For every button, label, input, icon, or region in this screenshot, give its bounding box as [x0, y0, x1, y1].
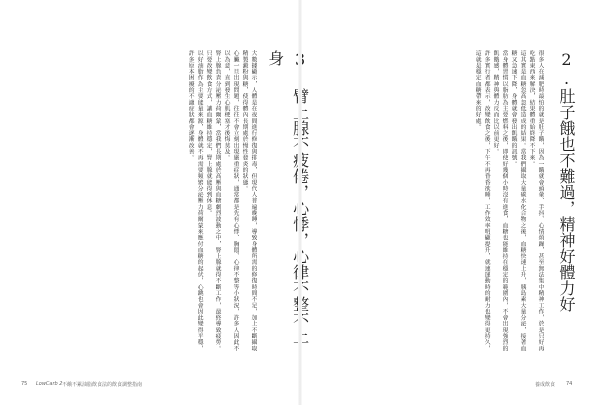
right-footer-text: 養成飲食: [535, 382, 556, 388]
left-body-text: [27, 50, 257, 355]
left-footer-brand: LowCarb 2: [36, 381, 63, 387]
book-gutter: [298, 0, 302, 405]
left-paragraph: 心臟一旦出現問題，往往不會立刻出現嚴重症狀，通常都是先有心悸、胸悶、心律不整等小狀況，許多人因此不以為意，直到發生心肌梗塞才後悔莫及。: [223, 50, 239, 352]
left-paragraph: 以好油脂作為主要能量來源，身體就不再需要頻繁分泌壓力荷爾蒙來應付血糖的起伏，心跳也會因此變得平穩，許多原本困擾的不適症狀都會逐漸改善。: [187, 50, 203, 352]
left-paragraph: 大數據顯示，人體是在夜間進行修復與排毒，但現代人普遍晚睡，導致身體所需的修復時間不足，加上不斷攝取精製澱粉與糖，使得體內長期處於慢性發炎的狀態。: [241, 50, 256, 352]
right-paragraph: 這其實是血糖忽高忽低造成的結果。當我們攝取大量碳水化合物之後，血糖快速上升，胰島素大量分泌，接著血糖又急速下降，身體就會發出飢餓的訊號。: [510, 50, 526, 352]
left-heading-text: 身: [265, 50, 285, 66]
right-paragraph: 許多實行者都表示，改變飲食之後，下午不再昏昏欲睡，工作效率明顯提升，就連運動時的耐力也變得更持久，這就是穩定血糖帶來的好處。: [474, 50, 490, 352]
right-heading-text: 肚子餓也不難過，精神好體力好: [557, 88, 576, 312]
right-page-number: 74: [566, 381, 573, 387]
right-paragraph: 當身體習慣以脂肪為主要燃料之後，即使好幾個小時沒有進食，血糖也能維持在穩定的範圍內，不會出現強烈的飢餓感，精神與體力反而比以前更好。: [492, 50, 508, 352]
left-section-heading: [262, 50, 312, 355]
right-section-number: 2.: [557, 50, 576, 88]
right-paragraph: 很多人在減肥時最怕的就是肚子餓，因為一餓就會頭暈、手抖、心情煩躁，甚至無法集中精神工作，於是只好再吃點東西來解決，結果體重始終降不下來。: [528, 50, 543, 352]
right-body-text: [318, 50, 544, 355]
left-paragraph: 腎上腺負責分泌壓力荷爾蒙，當我們長期處於高壓與血糖劇烈波動之中，腎上腺就得不斷工作，最終導致疲勞。只要改變飲食方式，讓血糖維持穩定，腎上腺就能得到休息。: [205, 50, 221, 352]
right-section-heading: [552, 50, 578, 355]
left-footer-title: 不餓不累油脂飲食法的飲食調整指南: [62, 382, 143, 388]
left-page-number: 75: [21, 381, 28, 387]
